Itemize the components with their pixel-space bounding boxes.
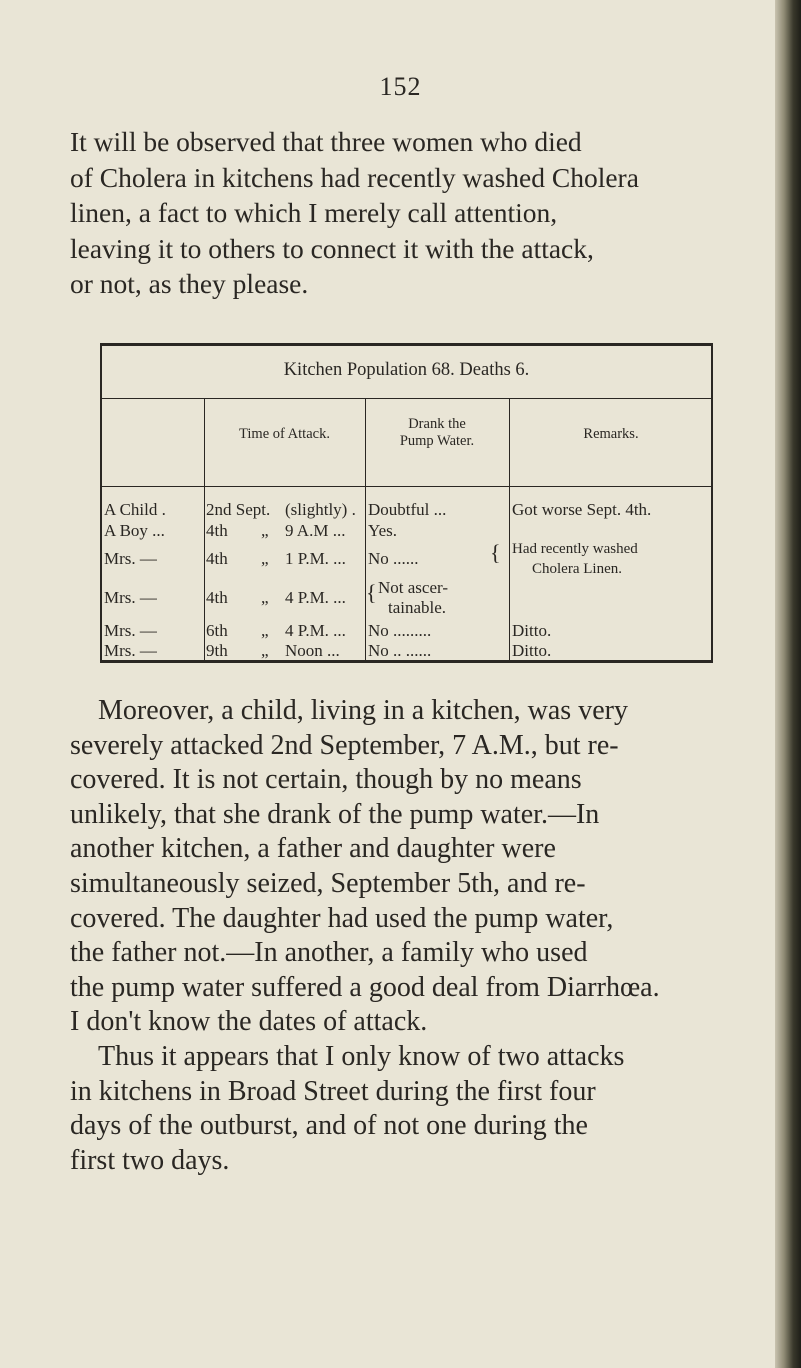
row-time: 4 P.M. ... [285, 588, 346, 607]
text-line: It will be observed that three women who died [70, 126, 582, 157]
row-who: A Child . [104, 500, 166, 519]
row-who: Mrs. — [104, 549, 157, 568]
row-ditto-mark: „ [261, 588, 269, 607]
row-date: 9th [206, 641, 228, 660]
row-drank-line: Not ascer- [378, 578, 448, 597]
text-line [70, 1040, 736, 1075]
row-remarks-line: Cholera Linen. [532, 561, 622, 577]
page-number: 152 [379, 72, 422, 101]
row-who: Mrs. — [104, 641, 157, 660]
brace-icon: { [490, 540, 501, 565]
text-line: or not, as they please. [70, 268, 309, 300]
brace-icon: { [366, 580, 377, 605]
text-line: severely attacked 2nd September, 7 A.M., but re- [70, 729, 619, 761]
row-ditto-mark: „ [261, 621, 269, 640]
text-line: covered. The daughter had used the pump water, [70, 902, 614, 934]
row-date: 6th [206, 621, 228, 640]
row-date: 4th [206, 588, 228, 607]
row-time: (slightly) . [285, 500, 356, 519]
header-time: Time of Attack. [239, 426, 330, 442]
text-line: in kitchens in Broad Street during the first four [70, 1075, 596, 1107]
text-line: days of the outburst, and of not one during the [70, 1110, 588, 1142]
row-who: A Boy ... [104, 521, 165, 540]
row-who: Mrs. — [104, 588, 157, 607]
table-rule [102, 398, 711, 399]
paragraph-1 [70, 124, 736, 302]
header-drank [365, 416, 509, 450]
text-line: the pump water suffered a good deal from Diarrhœa. [70, 971, 660, 1003]
header-drank-line: Pump Water. [399, 433, 475, 449]
row-drank: No ......... [368, 621, 432, 640]
row-time: 9 A.M ... [285, 521, 346, 540]
text-line-indented: Thus it appears that I only know of two attacks [98, 1040, 625, 1072]
text-line: of Cholera in kitchens had recently washed Cholera [70, 161, 639, 193]
row-drank: No ...... [368, 549, 419, 568]
row-date: 4th [206, 521, 228, 540]
header-remarks: Remarks. [583, 426, 639, 442]
row-drank: Yes. [368, 521, 397, 540]
row-ditto-mark: „ [261, 549, 269, 568]
text-line: linen, a fact to which I merely call attention, [70, 197, 558, 229]
text-line: simultaneously seized, September 5th, and re- [70, 867, 586, 899]
text-line: another kitchen, a father and daughter were [70, 833, 556, 865]
row-date: 2nd Sept. [206, 500, 271, 519]
text-line: unlikely, that she drank of the pump water.—In [70, 798, 600, 830]
paragraph-2 [70, 694, 736, 1178]
text-line: leaving it to others to connect it with the attack, [70, 232, 594, 264]
row-date: 4th [206, 549, 228, 568]
row-drank-line: tainable. [388, 598, 447, 617]
table-rule [102, 486, 711, 487]
kitchen-population-table [100, 343, 713, 663]
row-who: Mrs. — [104, 621, 157, 640]
row-remarks: Ditto. [512, 621, 552, 640]
text-line: first two days. [70, 1144, 230, 1176]
text-line [70, 694, 736, 729]
row-remarks: Ditto. [512, 641, 552, 660]
page-edge-shadow [775, 0, 801, 1368]
text-line: the father not.—In another, a family who used [70, 937, 588, 969]
row-drank: No .. ...... [368, 641, 432, 660]
row-ditto-mark: „ [261, 641, 269, 660]
row-drank: Doubtful ... [368, 500, 447, 519]
row-time: 1 P.M. ... [285, 549, 346, 568]
text-line-indented: Moreover, a child, living in a kitchen, was very [98, 695, 628, 726]
text-line: covered. It is not certain, though by no means [70, 764, 582, 796]
header-drank-line: Drank the [408, 416, 466, 432]
table-caption: Kitchen Population 68. Deaths 6. [283, 360, 530, 380]
row-remarks: Got worse Sept. 4th. [512, 500, 652, 519]
row-time: 4 P.M. ... [285, 621, 346, 640]
row-remarks-line: Had recently washed [512, 541, 638, 557]
text-line: I don't know the dates of attack. [70, 1006, 428, 1038]
row-ditto-mark: „ [261, 521, 269, 540]
row-time: Noon ... [285, 641, 340, 660]
